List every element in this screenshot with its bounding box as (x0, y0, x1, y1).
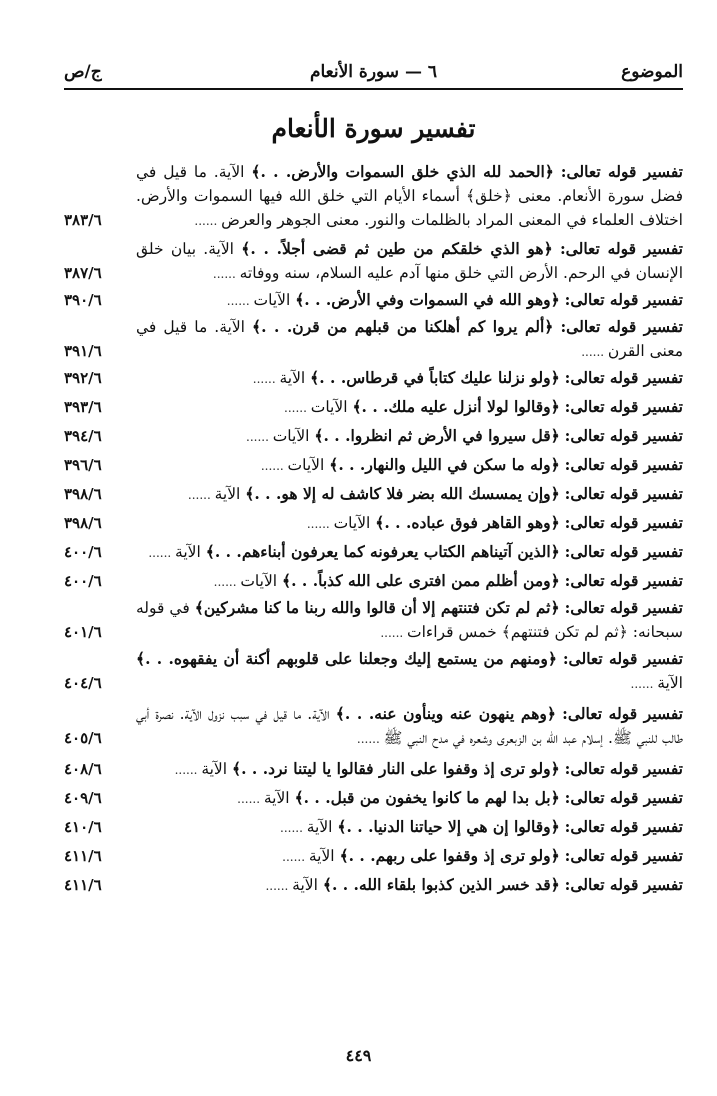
entry-description: الآيات (272, 427, 310, 445)
toc-entry (64, 844, 683, 869)
entry-intro: تفسير قوله تعالى: (562, 704, 683, 723)
toc-entry (64, 482, 683, 507)
toc-entry (64, 315, 683, 364)
entry-verse: ﴿قل سيروا في الأرض ثم انظروا. . .﴾ (314, 426, 560, 445)
page-reference: ٣٩٨/٦ (64, 485, 102, 503)
page-reference: ٤٠٤/٦ (64, 674, 102, 692)
dot-leader: ...... (213, 575, 241, 589)
entry-intro: تفسير قوله تعالى: (564, 571, 683, 590)
dot-leader: ...... (174, 763, 202, 777)
toc-entry-text (136, 702, 683, 751)
toc-entry-text (136, 844, 683, 869)
dot-leader: ...... (282, 850, 309, 864)
entry-intro: تفسير قوله تعالى: (564, 542, 683, 561)
entry-verse: ﴿هو الذي خلقكم من طين ثم قضى أجلاً. . .﴾ (241, 239, 553, 258)
entry-verse: ﴿وله ما سكن في الليل والنهار. . .﴾ (329, 455, 560, 474)
page-reference: ٤٠٥/٦ (64, 729, 102, 747)
toc-entry-text (136, 757, 683, 782)
entry-description: الآية (657, 674, 683, 692)
page-reference: ٤١١/٦ (64, 847, 102, 865)
toc-entry-text (136, 453, 683, 478)
page-reference: ٣٩٢/٦ (64, 369, 102, 387)
running-header (64, 58, 683, 90)
toc-entry (64, 424, 683, 449)
entry-intro: تفسير قوله تعالى: (564, 426, 683, 445)
entry-description: الآيات (253, 291, 291, 309)
entry-intro: تفسير قوله تعالى: (564, 397, 683, 416)
entry-intro: تفسير قوله تعالى: (564, 484, 683, 503)
page-reference: ٤١١/٦ (64, 876, 102, 894)
dot-leader: ...... (212, 267, 240, 281)
page-reference: ٣٨٣/٦ (64, 211, 102, 229)
dot-leader: ...... (194, 214, 222, 228)
header-surah: ٦ — سورة الأنعام (309, 62, 438, 82)
entry-intro: تفسير قوله تعالى: (564, 788, 683, 807)
entry-intro: تفسير قوله تعالى: (559, 239, 683, 258)
dot-leader: ...... (226, 294, 254, 308)
page-reference: ٤٠٠/٦ (64, 572, 102, 590)
toc-entry-text (136, 315, 683, 364)
entry-verse: ﴿وهو القاهر فوق عباده. . .﴾ (375, 513, 560, 532)
dot-leader: ...... (356, 732, 384, 746)
entry-intro: تفسير قوله تعالى: (560, 162, 683, 181)
page-number: ٤٤٩ (345, 1046, 372, 1065)
page-reference: ٣٩٠/٦ (64, 291, 102, 309)
dot-leader: ...... (260, 459, 288, 473)
dot-leader: ...... (246, 430, 273, 444)
entry-description: الآية (279, 369, 306, 387)
toc-entry (64, 873, 683, 898)
entry-description: الآية. بيان خلق الإنسان في الرحم. الأرض التي خلق منها آدم عليه السلام، سنه ووفاته (136, 240, 683, 282)
dot-leader: ...... (187, 488, 215, 502)
entry-description: الآية (201, 760, 228, 778)
page-reference: ٣٩١/٦ (64, 342, 102, 360)
toc-entry-text (136, 288, 683, 313)
dot-leader: ...... (581, 345, 608, 359)
entry-verse: ﴿بل بدا لهم ما كانوا يخفون من قبل. . .﴾ (294, 788, 560, 807)
dot-leader: ...... (280, 821, 307, 835)
toc-entry (64, 160, 683, 233)
toc-entry-text (136, 815, 683, 840)
toc-entry (64, 395, 683, 420)
entry-verse: ﴿الذين آتيناهم الكتاب يعرفونه كما يعرفون أبناءهم. . .﴾ (205, 542, 560, 561)
toc-entry (64, 453, 683, 478)
entry-description: الآيات (287, 456, 325, 474)
entry-description: الآيات (310, 398, 348, 416)
entry-intro: تفسير قوله تعالى: (562, 649, 683, 668)
page-reference: ٣٨٧/٦ (64, 264, 102, 282)
entry-description: الآيات (240, 572, 278, 590)
toc-entry (64, 596, 683, 645)
entry-verse: ﴿وقالوا لولا أنزل عليه ملك. . .﴾ (352, 397, 560, 416)
section-title: تفسير سورة الأنعام (271, 114, 476, 143)
toc-entry-text (136, 786, 683, 811)
entry-verse: ﴿وإن يمسسك الله بضر فلا كاشف له إلا هو. . .﴾ (245, 484, 560, 503)
toc-entry (64, 647, 683, 696)
page-reference: ٣٩٤/٦ (64, 427, 102, 445)
entry-verse: ﴿ألم يروا كم أهلكنا من قبلهم من قرن. . .﴾ (252, 317, 554, 336)
toc-entry (64, 511, 683, 536)
toc-entry (64, 815, 683, 840)
dot-leader: ...... (306, 517, 334, 531)
toc-entry-text (136, 647, 683, 696)
dot-leader: ...... (380, 626, 408, 640)
entry-description: الآية (308, 847, 335, 865)
toc-entry (64, 237, 683, 286)
toc-entry (64, 757, 683, 782)
header-rule (64, 88, 683, 90)
toc-entry (64, 288, 683, 313)
entry-description: الآية. ما قيل في معنى القرن (136, 318, 683, 360)
toc-entry-text (136, 482, 683, 507)
entry-intro: تفسير قوله تعالى: (564, 817, 683, 836)
entry-intro: تفسير قوله تعالى: (564, 875, 683, 894)
toc-entry-text (136, 511, 683, 536)
toc-entry-text (136, 366, 683, 391)
toc-entry-text (136, 424, 683, 449)
entry-description: الآية. ما قيل في سبب نزول الآية. نصرة أبي طالب للنبي ﷺ. إسلام عبد الله بن الزبعرى وشعره في مدح النبي ﷺ (136, 705, 683, 747)
toc-list (64, 156, 683, 898)
toc-entry-text (136, 873, 683, 898)
toc-entry-text (136, 596, 683, 645)
toc-entry-text (136, 540, 683, 565)
toc-entry-text (136, 237, 683, 286)
entry-description: الآية (214, 485, 241, 503)
page-reference: ٤١٠/٦ (64, 818, 102, 836)
dot-leader: ...... (284, 401, 311, 415)
dot-leader: ...... (252, 372, 280, 386)
entry-verse: ﴿وهو الله في السموات وفي الأرض. . .﴾ (295, 290, 560, 309)
toc-entry (64, 786, 683, 811)
entry-description: الآية (175, 543, 201, 561)
entry-intro: تفسير قوله تعالى: (564, 513, 683, 532)
entry-intro: تفسير قوله تعالى: (560, 317, 683, 336)
dot-leader: ...... (630, 677, 658, 691)
dot-leader: ...... (148, 546, 176, 560)
entry-verse: ﴿وهم ينهون عنه وينأون عنه. . .﴾ (335, 704, 556, 723)
dot-leader: ...... (237, 792, 264, 806)
page-reference: ٤٠٩/٦ (64, 789, 102, 807)
entry-verse: ﴿الحمد لله الذي خلق السموات والأرض. . .﴾ (251, 162, 554, 181)
toc-entry-text (136, 160, 683, 233)
page-reference: ٤٠٠/٦ (64, 543, 102, 561)
toc-entry (64, 702, 683, 751)
entry-intro: تفسير قوله تعالى: (564, 455, 683, 474)
entry-description: الآيات (333, 514, 371, 532)
page-reference: ٤٠١/٦ (64, 623, 102, 641)
header-volume-page: ج/ص (64, 62, 102, 82)
entry-verse: ﴿ولو ترى إذ وقفوا على ربهم. . .﴾ (339, 846, 560, 865)
toc-entry (64, 366, 683, 391)
entry-verse: ﴿وقالوا إن هي إلا حياتنا الدنيا. . .﴾ (337, 817, 560, 836)
entry-description: الآية (263, 789, 290, 807)
toc-entry (64, 569, 683, 594)
entry-description: الآية (306, 818, 333, 836)
entry-verse: ﴿ولو ترى إذ وقفوا على النار فقالوا يا ليتنا نرد. . .﴾ (232, 759, 560, 778)
entry-intro: تفسير قوله تعالى: (564, 598, 683, 617)
entry-intro: تفسير قوله تعالى: (564, 759, 683, 778)
entry-intro: تفسير قوله تعالى: (564, 290, 683, 309)
page-reference: ٣٩٦/٦ (64, 456, 102, 474)
header-topic: الموضوع (621, 62, 683, 82)
entry-verse: ﴿قد خسر الذين كذبوا بلقاء الله. . .﴾ (322, 875, 560, 894)
entry-description: الآية. ما قيل في فضل سورة الأنعام. معنى ﴿خلق﴾ أسماء الأيام التي خلق الله فيها السموات والأرض. اختلاف العلماء في المعنى المراد بالظلمات والنور. معنى الجوهر والعرض (136, 163, 683, 229)
dot-leader: ...... (265, 879, 293, 893)
entry-description: الآية (292, 876, 318, 894)
toc-entry-text (136, 395, 683, 420)
entry-verse: ﴿ومن أظلم ممن افترى على الله كذباً. . .﴾ (282, 571, 560, 590)
entry-verse: ﴿ثم لم تكن فتنتهم إلا أن قالوا والله ربنا ما كنا مشركين﴾ (194, 598, 560, 617)
entry-verse: ﴿ولو نزلنا عليك كتاباً في قرطاس. . .﴾ (310, 368, 560, 387)
toc-entry-text (136, 569, 683, 594)
entry-intro: تفسير قوله تعالى: (564, 368, 683, 387)
page-reference: ٣٩٣/٦ (64, 398, 102, 416)
page-reference: ٣٩٨/٦ (64, 514, 102, 532)
entry-verse: ﴿ومنهم من يستمع إليك وجعلنا على قلوبهم أكنة أن يفقهوه. . .﴾ (136, 649, 557, 668)
entry-intro: تفسير قوله تعالى: (564, 846, 683, 865)
toc-entry (64, 540, 683, 565)
page-reference: ٤٠٨/٦ (64, 760, 102, 778)
entry-description: في قوله سبحانه: ﴿ثم لم تكن فتنتهم﴾ خمس قراءات (136, 599, 683, 641)
